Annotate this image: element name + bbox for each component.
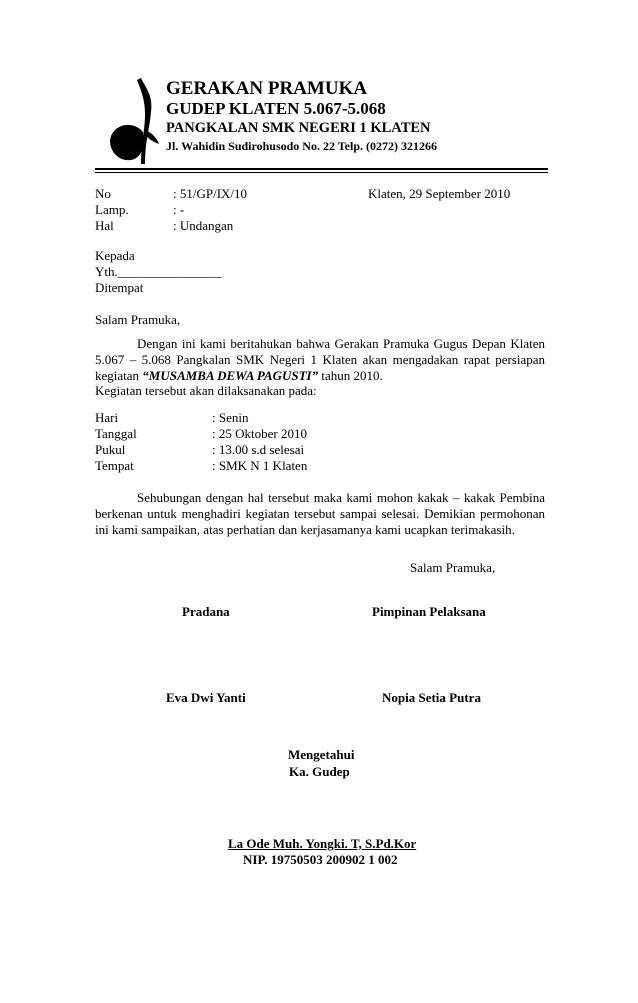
event-name: “MUSAMBA DEWA PAGUSTI”: [142, 368, 319, 383]
detail-value-hari: : Senin: [212, 410, 249, 425]
no-value: : 51/GP/IX/10: [173, 186, 248, 201]
lamp-value: : -: [173, 202, 185, 217]
detail-label-tempat: Tempat: [95, 458, 134, 473]
letterhead-divider: [95, 168, 548, 170]
detail-label-tanggal: Tanggal: [95, 426, 137, 441]
tunas-kelapa-icon: [105, 72, 165, 172]
hal-value: : Undangan: [173, 218, 234, 233]
announcement-text: Dengan ini kami beritahukan bahwa Gerakan Pramuka Gugus Depan Klaten 5.067 – 5.068 Pangkalan SMK Negeri 1 Klaten akan mengadakan rapat persiapan kegiatan: [95, 336, 545, 383]
signatory-role-pimpinan: Pimpinan Pelaksana: [372, 604, 486, 619]
letterhead-divider-thin: [95, 172, 548, 173]
place-date: Klaten, 29 September 2010: [368, 186, 511, 201]
acknowledge-name: La Ode Muh. Yongki. T, S.Pd.Kor: [228, 836, 417, 851]
detail-label-pukul: Pukul: [95, 442, 126, 457]
pangkalan-name: PANGKALAN SMK NEGERI 1 KLATEN: [166, 120, 431, 136]
signatory-name-pradana: Eva Dwi Yanti: [166, 690, 246, 705]
recipient-ditempat: Ditempat: [95, 280, 144, 295]
detail-value-tempat: : SMK N 1 Klaten: [212, 458, 308, 473]
paragraph-announcement: [95, 336, 545, 384]
greeting: Salam Pramuka,: [95, 312, 181, 327]
no-label: No: [95, 186, 111, 201]
org-name: GERAKAN PRAMUKA: [166, 78, 368, 99]
gudep-number: GUDEP KLATEN 5.067-5.068: [166, 99, 386, 118]
acknowledge-nip: NIP. 19750503 200902 1 002: [243, 852, 398, 867]
acknowledge-label: Mengetahui: [288, 747, 355, 762]
recipient-yth: Yth.________________: [95, 264, 222, 279]
lamp-label: Lamp.: [95, 202, 129, 217]
acknowledge-role: Ka. Gudep: [289, 764, 350, 779]
detail-label-hari: Hari: [95, 410, 119, 425]
recipient-kepada: Kepada: [95, 248, 135, 263]
closing-text: Sehubungan dengan hal tersebut maka kami mohon kakak – kakak Pembina berkenan untuk menghadiri kegiatan tersebut sampai selesai. Demikian permohonan ini kami sampaikan, atas perhatian dan kerjasamanya kami ucapkan terimakasih.: [95, 490, 545, 537]
paragraph-closing: [95, 490, 545, 538]
signatory-role-pradana: Pradana: [182, 604, 230, 619]
hal-label: Hal: [95, 218, 114, 233]
detail-value-tanggal: : 25 Oktober 2010: [212, 426, 307, 441]
closing-salam: Salam Pramuka,: [410, 560, 496, 575]
announcement-end: tahun 2010.: [318, 368, 383, 383]
schedule-intro: Kegiatan tersebut akan dilaksanakan pada:: [95, 383, 317, 398]
signatory-name-pimpinan: Nopia Setia Putra: [382, 690, 481, 705]
detail-value-pukul: : 13.00 s.d selesai: [212, 442, 305, 457]
org-address: Jl. Wahidin Sudirohusodo No. 22 Telp. (0272) 321266: [166, 139, 437, 153]
